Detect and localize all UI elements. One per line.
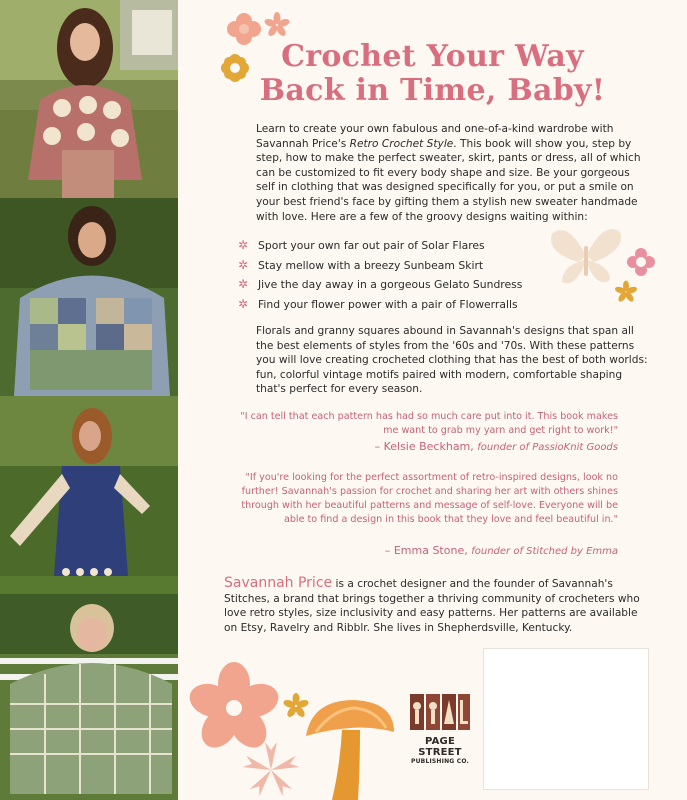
photo-strip bbox=[0, 0, 178, 800]
photo-plaid-sweater bbox=[0, 594, 178, 800]
publisher-subname: PUBLISHING CO. bbox=[411, 758, 469, 765]
review-attribution bbox=[268, 440, 618, 455]
content-panel bbox=[178, 0, 687, 800]
bullet-icon: ✲ bbox=[238, 238, 249, 252]
title-line-1: Crochet Your Way bbox=[281, 39, 584, 74]
list-item-label: Find your flower power with a pair of Flowerralls bbox=[258, 297, 518, 311]
author-name: Savannah Price bbox=[224, 575, 333, 591]
intro-text-start: Learn to create your own fabulous and one-of-a-kind wardrobe with Savannah Price's bbox=[256, 123, 614, 150]
photo-granny-sweater bbox=[0, 0, 178, 198]
bullet-icon: ✲ bbox=[238, 277, 249, 292]
photo-cardigan bbox=[0, 198, 178, 396]
bullet-icon: ✲ bbox=[238, 257, 249, 272]
flower-icon bbox=[238, 736, 304, 798]
list-item bbox=[238, 256, 558, 276]
list-item bbox=[238, 236, 558, 256]
barcode-area bbox=[483, 648, 649, 790]
reviewer-name: – Emma Stone, bbox=[384, 544, 468, 557]
bullet-icon: ✲ bbox=[238, 296, 249, 311]
review-attribution bbox=[268, 544, 618, 559]
description-paragraph: Florals and granny squares abound in Savannah's designs that span all the best elements of styles from the '60s and '70s. With these patterns you will love creating crocheted clothing that has the best of both worlds: fun, colorful vintage motifs paired with modern, comfortable shaping that's perfect for every season. bbox=[256, 325, 648, 396]
list-item-label: Sport your own far out pair of Solar Flares bbox=[258, 239, 485, 252]
list-item-label: Jive the day away in a gorgeous Gelato Sundress bbox=[258, 278, 523, 292]
butterfly-icon bbox=[548, 226, 624, 288]
flower-icon bbox=[627, 248, 655, 276]
star-flower-icon bbox=[264, 12, 290, 38]
intro-text-end: . This book will show you, step by step, how to make the perfect sweater, skirt, pants or dress, all of which can be customized to fit every body shape and size. Be your gorgeous self in clothing that was designed specifically for you, or put a smile on your best friend's face by gifting them a stylish new sweater handmade with love. Here are a few of the groovy designs waiting within: bbox=[256, 137, 641, 223]
star-flower-icon bbox=[614, 280, 638, 304]
publisher-name: PAGE STREET bbox=[418, 736, 462, 758]
publisher-logo-icon bbox=[408, 692, 472, 732]
mushroom-icon bbox=[302, 696, 398, 800]
author-bio bbox=[224, 576, 654, 635]
design-list bbox=[238, 236, 558, 314]
publisher-logo bbox=[408, 692, 472, 766]
photo-blue-dress bbox=[0, 396, 178, 594]
list-item-label: Stay mellow with a breezy Sunbeam Skirt bbox=[258, 258, 484, 272]
reviewer-role: founder of PassioKnit Goods bbox=[477, 442, 618, 453]
reviewer-role: founder of Stitched by Emma bbox=[471, 546, 618, 557]
title-line-2: Back in Time, Baby! bbox=[259, 73, 606, 108]
book-title: Retro Crochet Style bbox=[349, 137, 454, 150]
intro-paragraph bbox=[256, 122, 646, 224]
reviewer-name: – Kelsie Beckham, bbox=[374, 440, 474, 453]
list-item bbox=[238, 275, 558, 295]
review-quote: "I can tell that each pattern has had so much care put into it. This book makes me want to grab my yarn and get right to work!" bbox=[240, 411, 618, 436]
list-item bbox=[238, 295, 558, 315]
review-quote: "If you're looking for the perfect assortment of retro-inspired designs, look no further! Savannah's passion for crochet and sharing her art with others shines through with her beautiful patterns and message of self-love. Everyone will be able to find a design in this book that they love and feel beautiful in." bbox=[241, 472, 618, 525]
author-bio-text: is a crochet designer and the founder of Savannah's Stitches, a brand that brings together a thriving community of crocheters who love retro styles, size inclusivity and easy patterns. Her patterns are available on Etsy, Ravelry and Ribblr. She lives in Shepherdsville, Kentucky. bbox=[224, 578, 640, 634]
